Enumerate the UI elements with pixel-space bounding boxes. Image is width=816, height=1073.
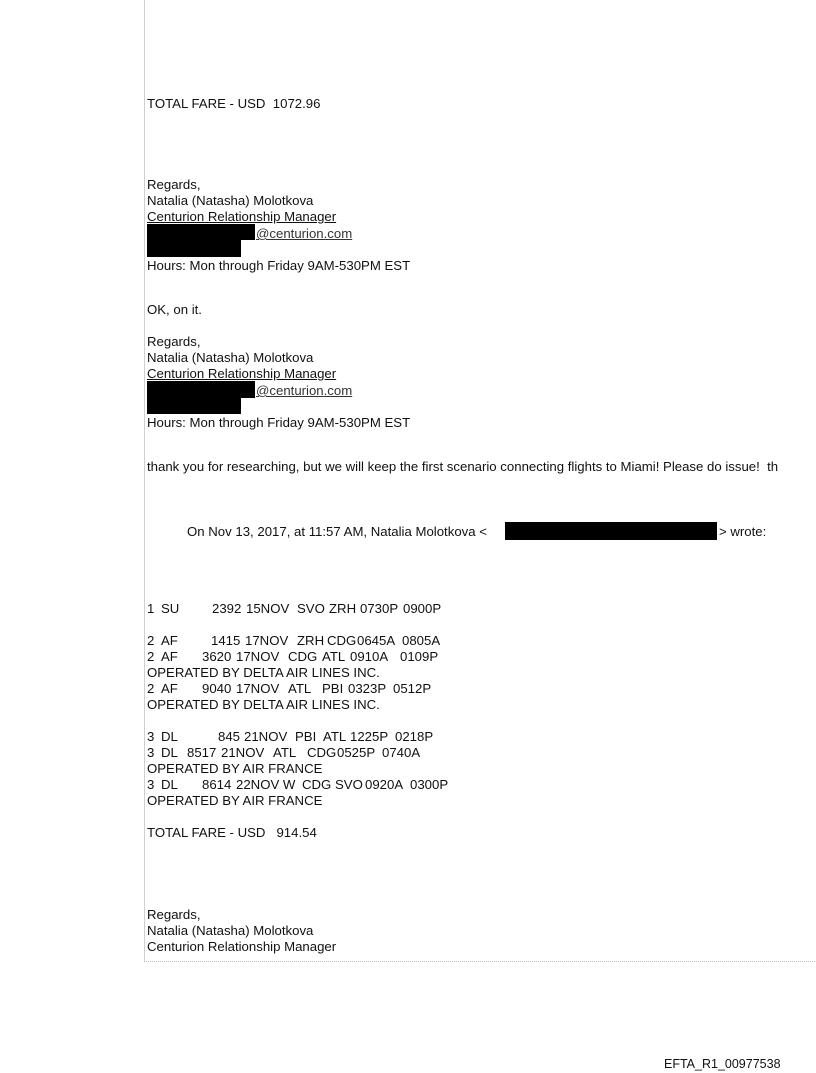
quote-header-suffix: > wrote:	[719, 524, 767, 539]
flight-row: 2 AF 9040 17NOV ATL PBI 0323P 0512P	[147, 681, 432, 696]
total-fare-text: TOTAL FARE - USD 1072.96	[147, 96, 321, 111]
redaction-box	[505, 522, 717, 540]
signature-hours: Hours: Mon through Friday 9AM-530PM EST	[147, 258, 411, 273]
quote-header-prefix: On Nov 13, 2017, at 11:57 AM, Natalia Molotkova <	[187, 524, 487, 539]
signature-title: Centurion Relationship Manager	[147, 209, 337, 224]
email-link[interactable]: @centurion.com	[256, 383, 353, 398]
signature-title: Centurion Relationship Manager	[147, 366, 337, 381]
redaction-box	[147, 381, 255, 398]
flight-row: 3 DL 8614 22NOV W CDG SVO 0920A 0300P	[147, 777, 449, 792]
flight-row: 2 AF 3620 17NOV CDG ATL 0910A 0109P	[147, 649, 439, 664]
reply-text: thank you for researching, but we will keep the first scenario connecting flights to Miami! Please do issue! th	[147, 459, 779, 474]
flight-row: 3 DL 8517 21NOV ATL CDG 0525P 0740A	[147, 745, 421, 760]
message-text: OK, on it.	[147, 302, 202, 317]
signature-name: Natalia (Natasha) Molotkova	[147, 193, 314, 208]
email-body-frame	[144, 0, 816, 962]
operated-by-text: OPERATED BY DELTA AIR LINES INC.	[147, 697, 380, 712]
signature-regards: Regards,	[147, 177, 201, 192]
redaction-box	[147, 224, 255, 240]
document-id: EFTA_R1_00977538	[664, 1057, 781, 1071]
redaction-box	[147, 240, 241, 257]
operated-by-text: OPERATED BY AIR FRANCE	[147, 761, 323, 776]
signature-regards: Regards,	[147, 334, 201, 349]
flight-row: 3 DL 845 21NOV PBI ATL 1225P 0218P	[147, 729, 434, 744]
operated-by-text: OPERATED BY DELTA AIR LINES INC.	[147, 665, 380, 680]
total-fare-text: TOTAL FARE - USD 914.54	[147, 825, 317, 840]
signature-regards: Regards,	[147, 907, 201, 922]
signature-name: Natalia (Natasha) Molotkova	[147, 350, 314, 365]
signature-hours: Hours: Mon through Friday 9AM-530PM EST	[147, 415, 411, 430]
signature-title: Centurion Relationship Manager	[147, 939, 337, 954]
flight-row: 2 AF 1415 17NOV ZRH CDG 0645A 0805A	[147, 633, 441, 648]
flight-row: 1 SU 2392 15NOV SVO ZRH 0730P 0900P	[147, 601, 442, 616]
email-link[interactable]: @centurion.com	[256, 226, 353, 241]
redaction-box	[147, 398, 241, 414]
signature-name: Natalia (Natasha) Molotkova	[147, 923, 314, 938]
operated-by-text: OPERATED BY AIR FRANCE	[147, 793, 323, 808]
